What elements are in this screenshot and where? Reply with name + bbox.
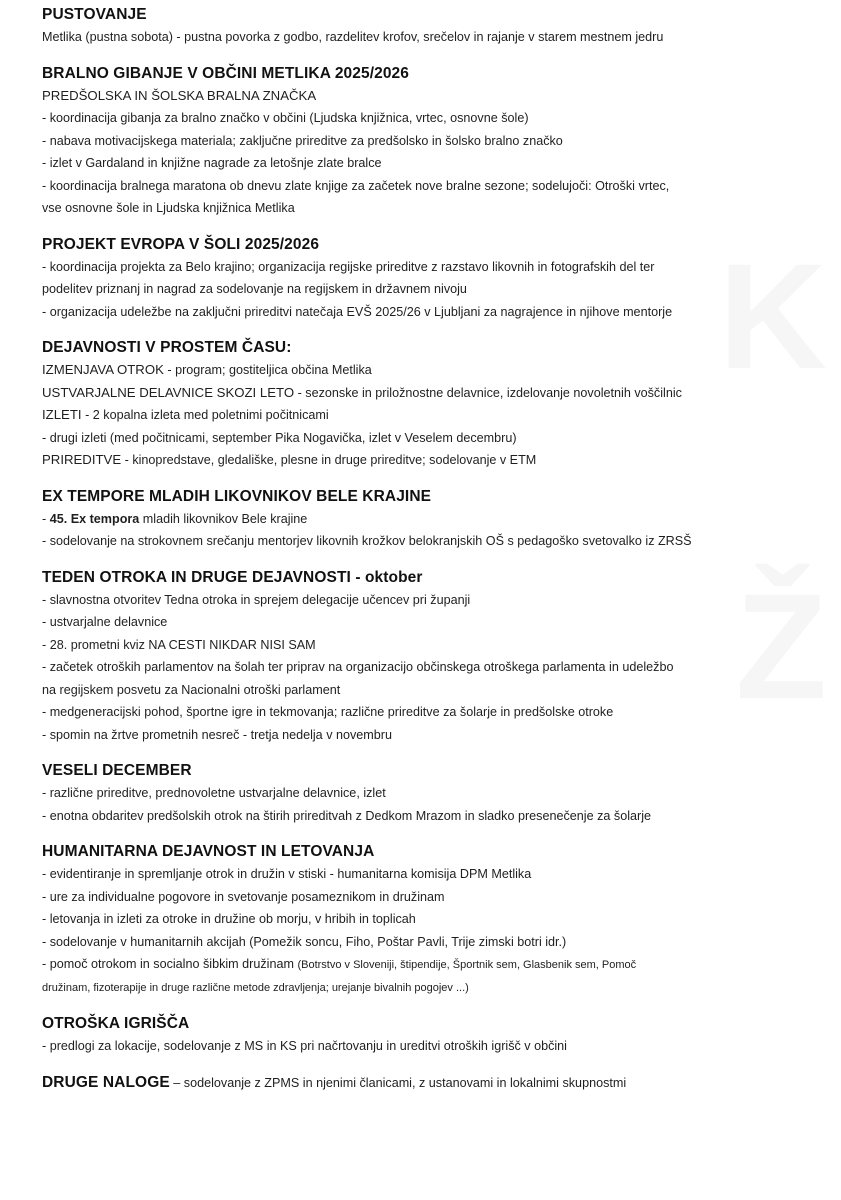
item-note: (Botrstvo v Sloveniji, štipendije, Športnik sem, Glasbenik sem, Pomoč	[297, 959, 637, 971]
list-item: - nabava motivacijskega materiala; zaključne prireditve za predšolsko in šolsko bralno značko	[42, 133, 563, 148]
section-otroska-igrisca	[42, 1013, 802, 1058]
item-text: - pomoč otrokom in socialno šibkim družinam	[42, 957, 298, 971]
list-item: - spomin na žrtve prometnih nesreč - tretja nedelja v novembru	[42, 727, 392, 742]
section-pustovanje	[42, 4, 802, 49]
item-text: - 2 kopalna izleta med poletnimi počitnicami	[81, 408, 329, 422]
section-dejavnosti	[42, 337, 802, 472]
list-item	[42, 508, 802, 531]
heading-dejavnosti: DEJAVNOSTI V PROSTEM ČASU:	[42, 339, 292, 356]
item-text: - kinopredstave, gledališke, plesne in druge prireditve; sodelovanje v ETM	[121, 453, 537, 467]
list-item-continued: vse osnovne šole in Ljudska knjižnica Metlika	[42, 201, 295, 215]
list-item: - koordinacija bralnega maratona ob dnevu zlate knjige za začetek nove bralne sezone; sodelujoči: Otroški vrtec,	[42, 178, 670, 193]
list-item: - koordinacija projekta za Belo krajino; organizacija regijske prireditve z razstavo likovnih in fotografskih del ter	[42, 259, 655, 274]
list-item-continued: podelitev priznanj in nagrad za sodelovanje na regijskem in državnem nivoju	[42, 282, 467, 296]
item-text: mladih likovnikov Bele krajine	[139, 511, 308, 526]
list-item: - drugi izleti (med počitnicami, september Pika Nogavička, izlet v Veselem decembru)	[42, 430, 517, 445]
item-text: - program; gostiteljica občina Metlika	[163, 363, 372, 377]
section-projekt-evropa	[42, 234, 802, 324]
item-label: USTVARJALNE DELAVNICE SKOZI LETO	[42, 384, 295, 400]
heading-ex-tempore: EX TEMPORE MLADIH LIKOVNIKOV BELE KRAJINE	[42, 487, 432, 505]
item-label: IZLETI	[42, 407, 82, 422]
list-item: - ustvarjalne delavnice	[42, 615, 168, 629]
section-teden-otroka	[42, 567, 802, 747]
list-item-continued: na regijskem posvetu za Nacionalni otroški parlament	[42, 682, 341, 697]
paragraph: Metlika (pustna sobota) - pustna povorka z godbo, razdelitev krofov, srečelov in rajanje v starem mestnem jedru	[42, 30, 664, 44]
druge-naloge-line	[42, 1072, 802, 1095]
item-text: – sodelovanje z ZPMS in njenimi članicami, z ustanovami in lokalnimi skupnostmi	[169, 1075, 627, 1090]
heading-bralno-gibanje: BRALNO GIBANJE V OBČINI METLIKA 2025/2026	[42, 64, 409, 82]
item-label: IZMENJAVA OTROK	[42, 362, 164, 377]
list-item: - različne prireditve, prednovoletne ustvarjalne delavnice, izlet	[42, 786, 386, 800]
heading-veseli-december: VESELI DECEMBER	[42, 762, 192, 779]
list-item: - predlogi za lokacije, sodelovanje z MS in KS pri načrtovanju in ureditvi otroških igrišč v občini	[42, 1039, 567, 1053]
section-bralno-gibanje	[42, 63, 802, 220]
list-item	[42, 449, 802, 472]
heading-pustovanje: PUSTOVANJE	[42, 6, 147, 23]
list-item: - evidentiranje in spremljanje otrok in družin v stiski - humanitarna komisija DPM Metlika	[42, 867, 532, 881]
section-veseli-december	[42, 760, 802, 827]
heading-humanitarna: HUMANITARNA DEJAVNOST IN LETOVANJA	[42, 843, 375, 860]
list-item	[42, 382, 802, 405]
list-item: - sodelovanje na strokovnem srečanju mentorjev likovnih krožkov belokranjskih OŠ s pedagoško svetovalko iz ZRSŠ	[42, 534, 692, 548]
list-item	[42, 404, 802, 427]
list-item: - organizacija udeležbe na zaključni prireditvi natečaja EVŠ 2025/26 v Ljubljani za nagrajence in njihove mentorje	[42, 304, 673, 319]
list-item	[42, 359, 802, 382]
heading-otroska-igrisca: OTROŠKA IGRIŠČA	[42, 1015, 190, 1032]
section-humanitarna	[42, 841, 802, 999]
dash: -	[42, 511, 50, 526]
subheading: PREDŠOLSKA IN ŠOLSKA BRALNA ZNAČKA	[42, 87, 317, 103]
item-bold: 45. Ex tempora	[49, 511, 140, 526]
heading-projekt-evropa: PROJEKT EVROPA V ŠOLI 2025/2026	[42, 235, 320, 253]
heading-teden-otroka: TEDEN OTROKA IN DRUGE DEJAVNOSTI - oktober	[42, 568, 423, 586]
list-item: - sodelovanje v humanitarnih akcijah (Pomežik soncu, Fiho, Poštar Pavli, Trije zimski botri idr.)	[42, 934, 567, 949]
list-item: - izlet v Gardaland in knjižne nagrade za letošnje zlate bralce	[42, 156, 382, 170]
list-item: - enotna obdaritev predšolskih otrok na štirih prireditvah z Dedkom Mrazom in sladko presenečenje za šolarje	[42, 808, 651, 823]
list-item: - letovanja in izleti za otroke in družine ob morju, v hribih in toplicah	[42, 912, 416, 926]
list-item	[42, 953, 802, 977]
section-ex-tempore	[42, 486, 802, 553]
document-page	[42, 4, 802, 1108]
heading-druge-naloge: DRUGE NALOGE	[42, 1073, 170, 1091]
list-item-continued: družinam, fizoterapije in druge različne metode zdravljenja; urejanje bivalnih pogojev ...)	[42, 981, 469, 994]
item-label: PRIREDITVE	[42, 452, 122, 467]
section-druge-naloge	[42, 1072, 802, 1095]
list-item: - 28. prometni kviz NA CESTI NIKDAR NISI SAM	[42, 637, 316, 652]
list-item: - slavnostna otvoritev Tedna otroka in sprejem delegacije učencev pri županji	[42, 592, 471, 607]
list-item: - začetek otroških parlamentov na šolah ter priprav na organizacijo občinskega otroškega parlamenta in udeležbo	[42, 660, 674, 674]
item-text: - sezonske in priložnostne delavnice, izdelovanje novoletnih voščilnic	[294, 385, 682, 400]
list-item: - ure za individualne pogovore in svetovanje posameznikom in družinam	[42, 889, 445, 904]
list-item: - koordinacija gibanja za bralno značko v občini (Ljudska knjižnica, vrtec, osnovne šole)	[42, 111, 529, 125]
list-item: - medgeneracijski pohod, športne igre in tekmovanja; različne prireditve za šolarje in predšolske otroke	[42, 705, 614, 719]
